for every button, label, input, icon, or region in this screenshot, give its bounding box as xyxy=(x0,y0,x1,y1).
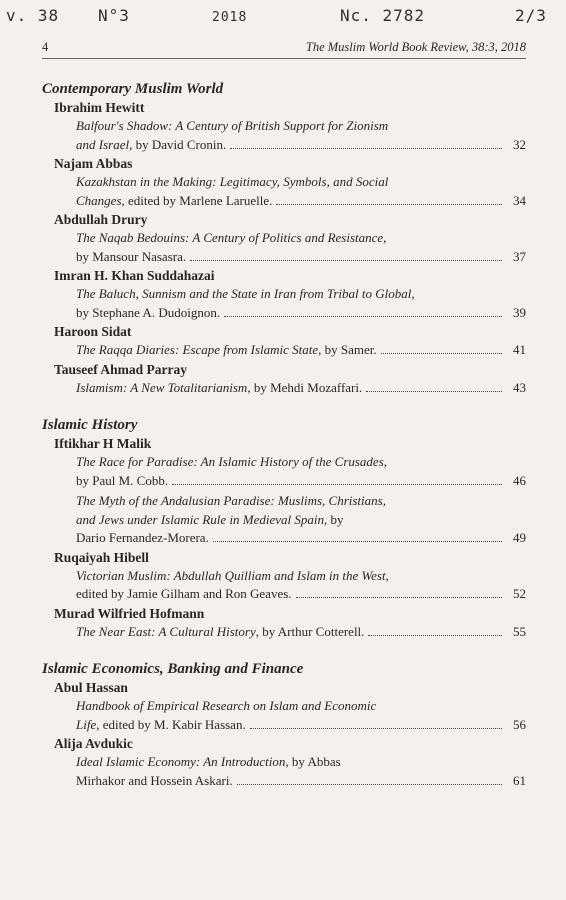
review-entry xyxy=(76,229,526,266)
contents-page xyxy=(42,40,526,810)
number-note: N°3 xyxy=(98,6,130,25)
book-title: The Baluch, Sunnism and the State in Iran from Tribal to Global, xyxy=(76,286,415,301)
book-title: Islamism: A New Totalitarianism xyxy=(76,379,248,395)
entry-author-line xyxy=(76,136,526,155)
review-entry xyxy=(76,753,526,790)
reviewer-name: Ruqaiyah Hibell xyxy=(54,549,149,565)
volume-note: v. 38 xyxy=(6,6,60,25)
fraction-note: 2/3 xyxy=(515,6,547,25)
entry-author-line xyxy=(76,248,526,267)
entry-author: and Israel, by David Cronin. xyxy=(76,136,227,152)
book-title: The Naqab Bedouins: A Century of Politics and Resistance, xyxy=(76,230,387,245)
review-entry xyxy=(76,697,526,734)
page-ref: 56 xyxy=(513,716,526,732)
entry-title-line xyxy=(76,492,526,511)
entry-title-line xyxy=(76,453,526,472)
section xyxy=(42,81,526,397)
entry-author-line xyxy=(76,623,526,642)
contents-list xyxy=(42,81,526,790)
book-title: and Israel xyxy=(76,136,130,152)
entry-author-line xyxy=(76,472,526,491)
call-number-note: Nc. 2782 xyxy=(340,6,426,25)
review-entry xyxy=(76,623,526,642)
entry-title-line xyxy=(76,697,526,716)
entry-text: , xyxy=(385,567,389,583)
book-title: The Near East: A Cultural History xyxy=(76,623,256,639)
entry-author: Islamism: A New Totalitarianism, by Mehdi Mozaffari. xyxy=(76,379,363,395)
entry-title-line xyxy=(76,173,526,192)
entry-author-line xyxy=(76,716,526,735)
page-number: 4 xyxy=(42,40,49,54)
reviewer-name: Imran H. Khan Suddahazai xyxy=(54,268,215,283)
page-ref: 52 xyxy=(513,586,526,601)
entry-author: Mirhakor and Hossein Askari. xyxy=(76,772,233,788)
book-title: Changes xyxy=(76,192,122,208)
page-ref: 49 xyxy=(513,530,526,545)
entry-title-line xyxy=(76,117,526,136)
entry-author-line xyxy=(76,585,526,604)
entry-title-line xyxy=(76,567,526,586)
reviewer-name: Abdullah Drury xyxy=(54,212,148,227)
dot-leader xyxy=(172,484,502,485)
page-ref: 46 xyxy=(513,472,526,488)
entry-author-line xyxy=(76,379,526,398)
handwritten-annotations xyxy=(0,4,566,32)
reviewer-name: Tauseef Ahmad Parray xyxy=(54,361,188,377)
dot-leader xyxy=(250,728,502,729)
entry-author-line xyxy=(76,772,526,791)
journal-title: The Muslim World Book Review, 38:3, 2018 xyxy=(305,40,526,54)
book-title: Balfour's Shadow: A Century of British Support for Zionism xyxy=(76,118,389,133)
book-title: The Race for Paradise: An Islamic History of the Crusades, xyxy=(76,454,388,469)
year-note: 2018 xyxy=(212,10,248,25)
book-title: The Myth of the Andalusian Paradise: Muslims, Christians, xyxy=(76,493,386,508)
dot-leader xyxy=(213,541,502,542)
entry-title-line xyxy=(76,753,526,772)
entry-author: The Near East: A Cultural History, by Arthur Cotterell. xyxy=(76,623,365,639)
review-entry xyxy=(76,492,526,548)
review-entry xyxy=(76,567,526,604)
book-title: Life xyxy=(76,716,97,732)
entry-title-line xyxy=(76,229,526,248)
running-head xyxy=(42,40,526,59)
page-ref: 43 xyxy=(513,379,526,395)
reviewer-name: Iftikhar H Malik xyxy=(54,436,152,451)
dot-leader xyxy=(237,784,502,785)
entry-author: by Paul M. Cobb. xyxy=(76,472,169,488)
dot-leader xyxy=(296,597,502,598)
entry-author-line xyxy=(76,341,526,360)
book-title: Victorian Muslim: Abdullah Quilliam and Islam in the West xyxy=(76,567,386,583)
reviewer-name: Haroon Sidat xyxy=(54,324,132,339)
review-entry xyxy=(76,285,526,322)
book-title: The Raqqa Diaries: Escape from Islamic State xyxy=(76,342,319,357)
review-entry xyxy=(76,379,526,398)
dot-leader xyxy=(368,635,502,636)
entry-author: The Raqqa Diaries: Escape from Islamic State, by Samer. xyxy=(76,342,377,357)
dot-leader xyxy=(224,316,502,317)
entry-title-line xyxy=(76,285,526,304)
review-entry xyxy=(76,341,526,360)
section-title: Islamic Economics, Banking and Finance xyxy=(42,661,304,677)
page-ref: 34 xyxy=(513,192,526,208)
book-title: Ideal Islamic Economy: An Introduction xyxy=(76,754,286,769)
book-title: Handbook of Empirical Research on Islam and Economic xyxy=(76,698,377,713)
entry-author: Life, edited by M. Kabir Hassan. xyxy=(76,716,246,732)
review-entry xyxy=(76,453,526,490)
page-ref: 41 xyxy=(513,342,526,357)
dot-leader xyxy=(230,148,502,149)
page-ref: 55 xyxy=(513,623,526,639)
entry-author: Changes, edited by Marlene Laruelle. xyxy=(76,192,273,208)
book-title: and Jews under Islamic Rule in Medieval Spain xyxy=(76,511,325,527)
section xyxy=(42,417,526,641)
page-ref: 61 xyxy=(513,772,526,788)
page-ref: 37 xyxy=(513,248,526,264)
reviewer-name: Ibrahim Hewitt xyxy=(54,100,145,115)
dot-leader xyxy=(190,260,502,261)
dot-leader xyxy=(276,204,502,205)
entry-author-line xyxy=(76,192,526,211)
reviewer-name: Najam Abbas xyxy=(54,156,133,171)
page-ref: 39 xyxy=(513,304,526,320)
reviewer-name: Abul Hassan xyxy=(54,680,128,695)
entry-author: edited by Jamie Gilham and Ron Geaves. xyxy=(76,586,292,601)
entry-text: , by xyxy=(324,511,344,527)
section-title: Contemporary Muslim World xyxy=(42,81,224,97)
entry-author-line xyxy=(76,304,526,323)
entry-author: Dario Fernandez-Morera. xyxy=(76,530,209,545)
entry-text: , by Abbas xyxy=(285,754,341,769)
section xyxy=(42,661,526,790)
reviewer-name: Murad Wilfried Hofmann xyxy=(54,605,205,621)
page-ref: 32 xyxy=(513,136,526,152)
dot-leader xyxy=(366,391,502,392)
review-entry xyxy=(76,117,526,154)
entry-author-line xyxy=(76,529,526,548)
section-title: Islamic History xyxy=(42,417,138,433)
entry-title-line xyxy=(76,511,526,530)
entry-author: by Mansour Nasasra. xyxy=(76,248,187,264)
book-title: Kazakhstan in the Making: Legitimacy, Symbols, and Social xyxy=(76,174,389,189)
review-entry xyxy=(76,173,526,210)
entry-author: by Stephane A. Dudoignon. xyxy=(76,304,221,320)
dot-leader xyxy=(381,353,502,354)
reviewer-name: Alija Avdukic xyxy=(54,736,133,751)
